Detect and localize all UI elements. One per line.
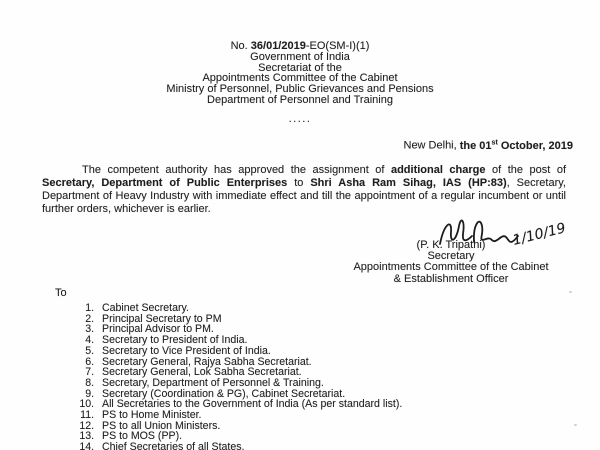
ref-prefix: No. — [230, 40, 251, 52]
signature-handwritten-date: 1/10/19 — [511, 220, 568, 249]
separator-dots: ..... — [288, 113, 312, 125]
signatory-org-line2: & Establishment Officer — [393, 272, 509, 285]
scan-speck — [574, 424, 577, 426]
distribution-list-item: 4. Secretary to President of India. — [97, 335, 402, 346]
scan-speck — [569, 291, 572, 293]
distribution-section — [55, 284, 402, 450]
header-line-ministry: Ministry of Personnel, Public Grievances and Pensions — [166, 83, 434, 96]
letter-header — [0, 41, 600, 106]
dateline-place: New Delhi, — [403, 139, 460, 152]
header-line-department: Department of Personnel and Training — [207, 93, 393, 106]
distribution-list-item: 5. Secretary to Vice President of India. — [97, 346, 402, 357]
body-text-segment: of the post of — [485, 164, 567, 176]
signatory-org-line1: Appointments Committee of the Cabinet — [353, 261, 549, 274]
distribution-list-item: 11. PS to Home Minister. — [97, 410, 402, 421]
dateline-date-suffix: October, 2019 — [497, 139, 573, 152]
distribution-list-item: 7. Secretary General, Lok Sabha Secretariat. — [97, 367, 402, 378]
body-bold-additional-charge: additional charge — [390, 164, 486, 176]
body-bold-officer-name: Shri Asha Ram Sihag, IAS (HP:83) — [310, 177, 507, 189]
distribution-list-item: 3. Principal Advisor to PM. — [97, 324, 402, 335]
dateline — [404, 139, 574, 152]
ref-suffix: -EO(SM-I)(1) — [305, 40, 370, 52]
distribution-list — [55, 303, 402, 450]
header-line-government: Government of India — [250, 50, 350, 63]
header-line-secretariat: Secretariat of the — [258, 61, 342, 74]
signature-block — [336, 212, 566, 285]
distribution-list-item: 2. Principal Secretary to PM — [97, 314, 402, 325]
distribution-list-item: 1. Cabinet Secretary. — [97, 303, 402, 314]
distribution-list-item: 9. Secretary (Coordination & PG), Cabinet Secretariat. — [97, 389, 402, 400]
ref-number: 36/01/2019 — [250, 40, 306, 52]
body-text-segment: to — [287, 177, 311, 189]
distribution-list-item: 10. All Secretaries to the Government of India (As per standard list). — [97, 399, 402, 410]
body-text-segment: , Secretary, Department of Heavy Industry with immediate effect and till the appointment of a regular incumbent or until further orders, whichever is earlier. — [42, 177, 566, 215]
signatory-title: Secretary — [427, 250, 475, 263]
distribution-list-item: 12. PS to all Union Ministers. — [97, 421, 402, 432]
distribution-list-item: 13. PS to MOS (PP). — [97, 431, 402, 442]
distribution-list-item: 14. Chief Secretaries of all States. — [97, 442, 402, 450]
to-label: To — [55, 287, 67, 299]
distribution-list-item: 8. Secretary, Department of Personnel & Training. — [97, 378, 402, 389]
dateline-date-prefix: the 01 — [459, 139, 492, 152]
dateline-date — [460, 140, 573, 152]
body-paragraph — [42, 164, 566, 216]
dateline-ordinal: st — [491, 139, 498, 146]
body-bold-post: Secretary, Department of Public Enterprises — [42, 177, 288, 189]
signatory-name: (P. K. Tripathi) — [416, 239, 486, 251]
distribution-list-item: 6. Secretary General, Rajya Sabha Secretariat. — [97, 357, 402, 368]
header-line-committee: Appointments Committee of the Cabinet — [202, 72, 398, 85]
body-text-segment: The competent authority has approved the assignment of — [82, 164, 391, 176]
